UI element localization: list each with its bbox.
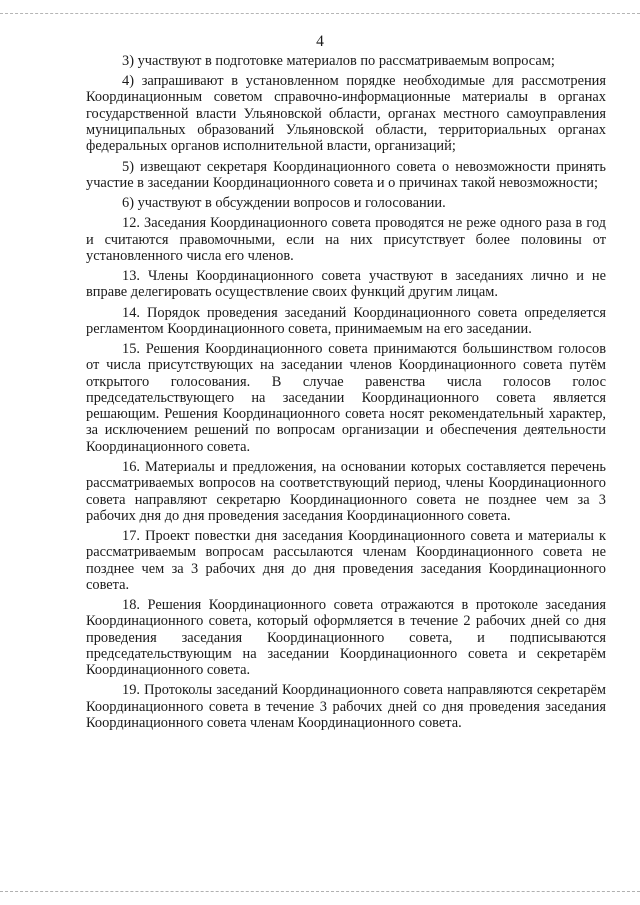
paragraph-clause-19: 19. Протоколы заседаний Координационного совета направляются секретарём Координационного совета в течение 3 рабочих дней со дня проведения заседания Координационного совета членам Координационного совета. [86,682,606,732]
paragraph-clause-17: 17. Проект повестки дня заседания Координационного совета и материалы к рассматриваемым вопросам рассылаются членам Координационного совета не позднее чем за 3 рабочих дня до дня проведения заседания Координационного совета. [86,528,606,593]
scan-edge-top [0,13,640,14]
paragraph-clause-16: 16. Материалы и предложения, на основании которых составляется перечень рассматриваемых вопросов на соответствующий период, члены Координационного совета направляют секретарю Координационного совета не позднее чем за 3 рабочих дня до дня проведения заседания Координационного совета. [86,458,606,524]
paragraph-clause-14: 14. Порядок проведения заседаний Координационного совета определяется регламентом Координационного совета, принимаемым на его заседании. [86,304,606,337]
paragraph-clause-15: 15. Решения Координационного совета принимаются большинством голосов от числа присутствующих на заседании членов Координационного совета путём открытого голосования. В случае равенства числа голосов голос председательствующего на заседании Координационного совета является решающим. Решения Координационного совета носят рекомендательный характер, за исключением решений по вопросам организации и обеспечения деятельности Координационного совета. [86,340,606,455]
paragraph-item-5: 5) извещают секретаря Координационного совета о невозможности принять участие в заседании Координационного совета и о причинах такой невозможности; [86,158,606,191]
document-body [86,53,606,735]
scan-edge-bottom [0,891,640,892]
paragraph-clause-12: 12. Заседания Координационного совета проводятся не реже одного раза в год и считаются правомочными, если на них присутствует более половины от установленного числа его членов. [86,215,606,264]
paragraph-item-4: 4) запрашивают в установленном порядке необходимые для рассмотрения Координационным советом справочно-информационные материалы в органах государственной власти Ульяновской области, органах местного самоуправления муниципальных образований Ульяновской области, территориальных органах федеральных органов исполнительной власти, организаций; [86,73,606,155]
paragraph-clause-18: 18. Решения Координационного совета отражаются в протоколе заседания Координационного совета, который оформляется в течение 2 рабочих дней со дня проведения заседания Координационного совета, и подписываются председательствующим на заседании Координационного совета и секретарём Координационного совета. [86,597,606,679]
page-number: 4 [316,33,324,50]
paragraph-item-3: 3) участвуют в подготовке материалов по рассматриваемым вопросам; [122,53,555,69]
paragraph-clause-13: 13. Члены Координационного совета участвуют в заседаниях лично и не вправе делегировать осуществление своих функций другим лицам. [86,268,606,301]
paragraph-item-6: 6) участвуют в обсуждении вопросов и голосовании. [122,195,446,212]
